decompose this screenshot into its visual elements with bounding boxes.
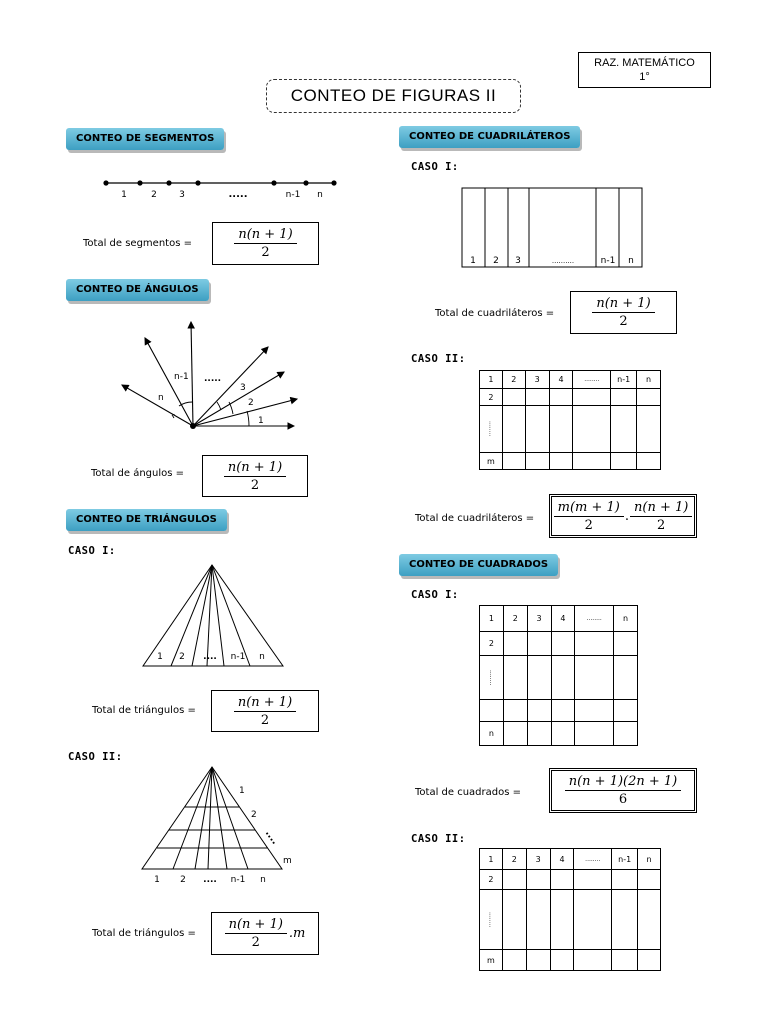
triangles-case2-total-label: Total de triángulos = (92, 928, 196, 939)
triangle-side-label: m (283, 856, 292, 866)
grid-side-cell: ........ (480, 890, 503, 950)
formula-denominator: 2 (251, 935, 260, 950)
section-heading-quadrilaterals: CONTEO DE CUADRILÁTEROS (399, 126, 580, 148)
quad-column-label: 2 (493, 256, 499, 266)
angles-formula (202, 455, 308, 497)
triangle-base-label: n (260, 875, 266, 885)
angle-label: 1 (258, 416, 264, 426)
quadrilaterals-case2-label: CASO II: (411, 353, 466, 365)
triangle-label: .... (203, 652, 217, 662)
grid-side-cell: n (480, 722, 504, 746)
triangle-base-label: n-1 (230, 875, 246, 885)
grid-header-cell: 1 (480, 606, 504, 632)
section-heading-angles: CONTEO DE ÁNGULOS (66, 279, 209, 301)
formula-numerator: n(n + 1) (630, 500, 692, 517)
triangles-case1-label: CASO I: (68, 545, 116, 557)
grid-side-cell: 2 (480, 632, 504, 656)
squares-case2-grid (479, 848, 661, 971)
squares-case1-total-label: Total de cuadrados = (415, 787, 521, 798)
formula-denominator: 2 (250, 477, 260, 493)
grid-header-cell: n (637, 371, 661, 389)
squares-case1-grid (479, 605, 638, 746)
grid-side-cell: m (480, 950, 503, 971)
triangle-label: n (259, 652, 265, 662)
angle-label: 2 (248, 398, 254, 408)
segment-label: n-1 (285, 190, 301, 200)
course-name: RAZ. MATEMÁTICO (594, 57, 695, 69)
grid-header-cell: 3 (527, 606, 551, 632)
segment-label: 2 (151, 190, 157, 200)
grid-header-cell: ........ (573, 371, 611, 389)
page-title: CONTEO DE FIGURAS II (266, 79, 521, 113)
angle-label: 3 (240, 383, 246, 393)
course-grade: 1° (639, 71, 650, 83)
segments-diagram (100, 172, 345, 204)
section-heading-segments: CONTEO DE SEGMENTOS (66, 128, 224, 150)
quadrilaterals-case1-formula (570, 291, 677, 334)
angle-label: ..... (204, 374, 222, 384)
quadrilaterals-case1-label: CASO I: (411, 161, 459, 173)
segments-formula (212, 222, 319, 265)
quad-column-label: 1 (470, 256, 476, 266)
grid-side-cell: ........ (480, 656, 504, 700)
grid-header-cell: n-1 (611, 371, 637, 389)
formula-numerator: n(n + 1) (234, 227, 296, 244)
grid-header-cell: n (614, 606, 638, 632)
segment-label: 1 (121, 190, 127, 200)
grid-header-cell: 2 (502, 849, 526, 870)
triangle-base-label: .... (203, 875, 217, 885)
triangle-base-label: 2 (180, 875, 186, 885)
squares-case1-formula (549, 768, 697, 813)
squares-case1-label: CASO I: (411, 589, 459, 601)
grid-header-cell: 4 (551, 606, 575, 632)
angles-diagram (118, 318, 303, 438)
quad-column-label: .......... (551, 257, 575, 265)
formula-denominator: 6 (618, 792, 628, 807)
grid-header-cell: 3 (525, 371, 549, 389)
formula-numerator: n(n + 1)(2n + 1) (565, 774, 682, 791)
quad-column-label: n (628, 256, 634, 266)
formula-dot: . (624, 508, 630, 524)
formula-numerator: n(n + 1) (225, 917, 287, 934)
quadrilaterals-case1-diagram (461, 187, 645, 269)
triangle-label: n-1 (230, 652, 246, 662)
segment-label: 3 (179, 190, 185, 200)
segment-label: n (317, 190, 323, 200)
grid-header-cell: ........ (575, 606, 614, 632)
grid-header-cell: 4 (550, 849, 574, 870)
grid-header-cell: 2 (502, 371, 525, 389)
quadrilaterals-case2-total-label: Total de cuadriláteros = (415, 513, 535, 524)
segment-label: ..... (228, 189, 248, 200)
angles-total-label: Total de ángulos = (91, 468, 185, 479)
formula-denominator: 2 (261, 245, 270, 260)
grid-header-cell: n (638, 849, 661, 870)
grid-side-cell: 2 (480, 389, 503, 406)
grid-header-cell: 1 (480, 371, 503, 389)
squares-case2-label: CASO II: (411, 833, 466, 845)
grid-header-cell: 4 (549, 371, 573, 389)
triangle-label: 1 (157, 652, 163, 662)
formula-denominator: 2 (260, 712, 270, 728)
triangle-label: 2 (179, 652, 185, 662)
section-heading-triangles: CONTEO DE TRIÁNGULOS (66, 509, 227, 531)
triangles-case1-formula (211, 690, 319, 732)
triangles-case2-label: CASO II: (68, 751, 123, 763)
triangle-side-label: 1 (239, 786, 245, 796)
triangle-side-label: 2 (251, 810, 257, 820)
triangles-case1-total-label: Total de triángulos = (92, 705, 196, 716)
formula-numerator: m(m + 1) (554, 500, 624, 517)
grid-header-cell: n-1 (612, 849, 638, 870)
formula-numerator: n(n + 1) (224, 460, 286, 477)
course-box (578, 52, 711, 88)
quad-column-label: 3 (515, 256, 521, 266)
grid-header-cell: ........ (574, 849, 612, 870)
quadrilaterals-case2-grid (479, 370, 661, 470)
quadrilaterals-case1-total-label: Total de cuadriláteros = (435, 308, 555, 319)
quad-column-label: n-1 (600, 256, 616, 266)
triangles-case2-diagram (138, 762, 300, 886)
grid-side-cell: ........ (480, 406, 503, 453)
angle-label: n (158, 393, 164, 403)
grid-side-cell: 2 (480, 870, 503, 890)
grid-header-cell: 1 (480, 849, 503, 870)
formula-denominator: 2 (657, 517, 666, 533)
grid-side-cell: m (480, 453, 503, 470)
triangle-base-label: 1 (154, 875, 160, 885)
section-heading-squares: CONTEO DE CUADRADOS (399, 554, 558, 576)
angle-label: n-1 (174, 372, 189, 382)
formula-denominator: 2 (584, 517, 593, 533)
quadrilaterals-case2-formula (549, 494, 697, 538)
formula-suffix: .m (288, 926, 306, 941)
formula-denominator: 2 (619, 314, 628, 329)
triangles-case1-diagram (140, 560, 290, 670)
triangles-case2-formula (211, 912, 319, 955)
triangle-side-label: .... (262, 827, 281, 847)
formula-numerator: n(n + 1) (234, 695, 296, 712)
formula-numerator: n(n + 1) (592, 296, 654, 313)
segments-total-label: Total de segmentos = (83, 238, 192, 249)
grid-header-cell: 3 (526, 849, 550, 870)
grid-header-cell: 2 (503, 606, 527, 632)
